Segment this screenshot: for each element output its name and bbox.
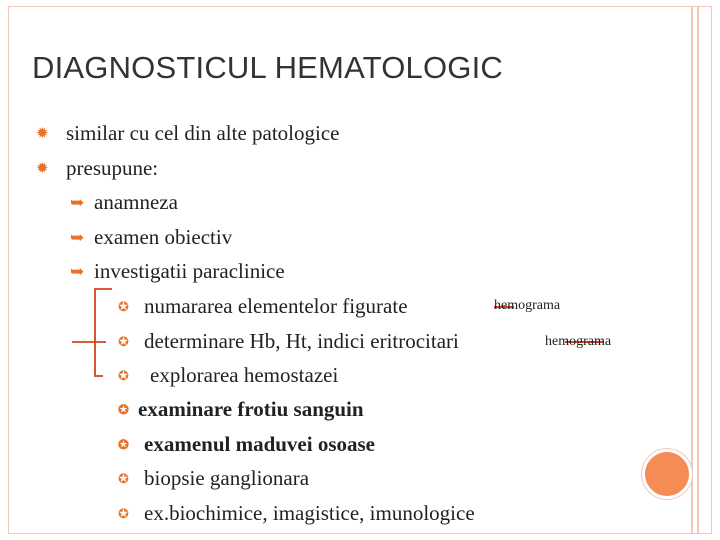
sun-bullet-icon: ✹ <box>36 126 49 142</box>
hemograma-tag: hemograma <box>494 298 561 313</box>
ring-bullet-icon: ✪ <box>118 505 129 521</box>
bullet-text: similar cu cel din alte patologice <box>66 121 340 145</box>
list-item-text: examenul maduvei osoase <box>144 432 375 456</box>
ring-bullet-icon: ✪ <box>118 470 129 486</box>
list-item <box>118 363 338 388</box>
list-item <box>118 501 475 526</box>
bullet-text: presupune: <box>66 156 159 180</box>
frame-divider-line-2 <box>697 7 699 533</box>
arrow-bullet-icon: ➥ <box>70 192 85 212</box>
sub-bullet-item <box>70 225 232 250</box>
decorative-circle <box>642 449 692 499</box>
ring-bullet-icon: ✪ <box>118 436 129 452</box>
hemograma-tag: hemograma <box>545 334 612 349</box>
list-item <box>118 329 459 354</box>
bullet-item <box>36 121 339 146</box>
frame-divider-line <box>691 7 693 533</box>
sub-bullet-item <box>70 190 178 215</box>
sun-bullet-icon: ✹ <box>36 161 49 177</box>
list-item-text: biopsie ganglionara <box>144 466 310 490</box>
list-item-text: determinare Hb, Ht, indici eritrocitari <box>144 329 459 353</box>
page-title: DIAGNOSTICUL HEMATOLOGIC <box>32 50 504 85</box>
arrow-bullet-icon: ➥ <box>70 261 85 281</box>
list-item <box>118 397 364 422</box>
sub-bullet-text: anamneza <box>94 190 178 214</box>
bullet-item <box>36 156 158 181</box>
list-item-text: explorarea hemostazei <box>150 363 339 387</box>
list-item <box>118 466 309 491</box>
list-item-text: ex.biochimice, imagistice, imunologice <box>144 501 475 525</box>
ring-bullet-icon: ✪ <box>118 367 129 383</box>
sub-bullet-text: investigatii paraclinice <box>94 259 285 283</box>
list-item-text: examinare frotiu sanguin <box>138 397 364 421</box>
ring-bullet-icon: ✪ <box>118 333 129 349</box>
ring-bullet-icon: ✪ <box>118 401 129 417</box>
arrow-bullet-icon: ➥ <box>70 227 85 247</box>
ring-bullet-icon: ✪ <box>118 298 129 314</box>
sub-bullet-text: examen obiectiv <box>94 225 233 249</box>
list-item <box>118 432 375 457</box>
sub-bullet-item <box>70 259 285 284</box>
list-item <box>118 294 408 319</box>
list-item-text: numararea elementelor figurate <box>144 294 408 318</box>
